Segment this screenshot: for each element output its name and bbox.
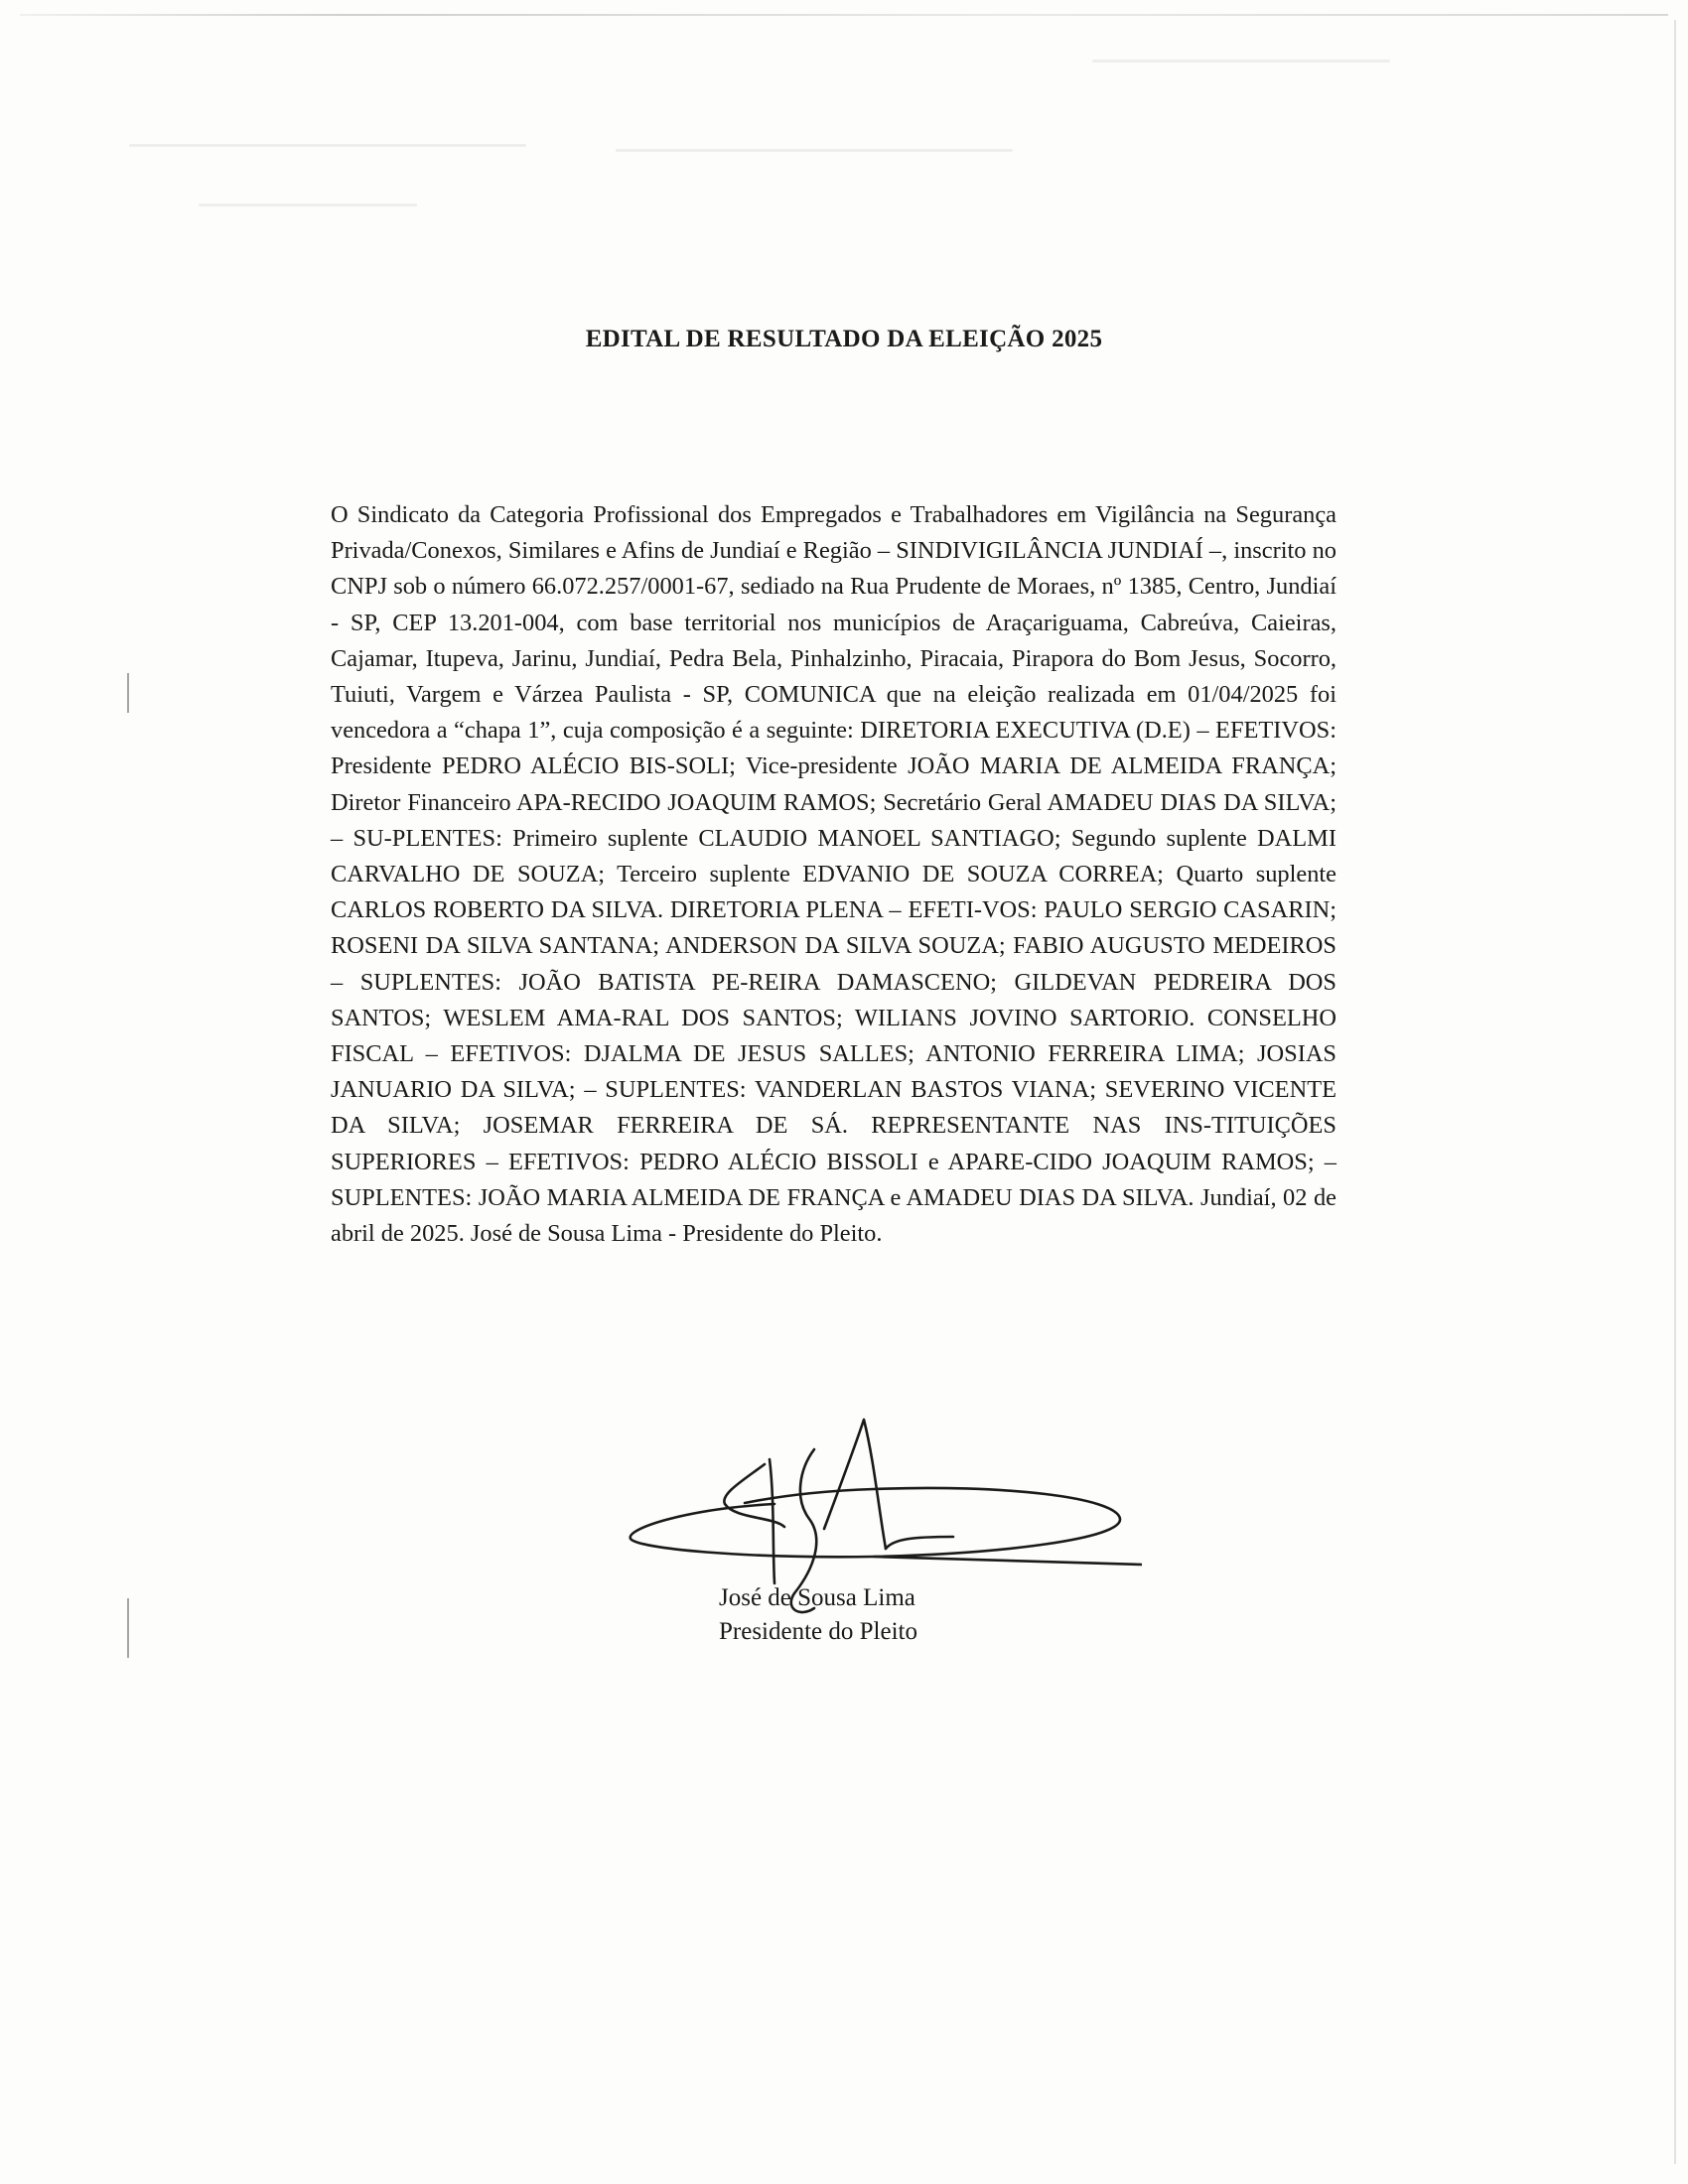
bleed-through-line [199,204,417,206]
bleed-through-line [129,144,526,147]
document-body: O Sindicato da Categoria Profissional dos Empregados e Trabalhadores em Vigilância na Segurança Privada/Conexos, Similares e Afins de Jundiaí e Região – SINDIVIGILÂNCIA JUNDIAÍ –, inscrito no CNPJ sob o número 66.072.257/0001-67, sediado na Rua Prudente de Moraes, nº 1385, Centro, Jundiaí - SP, CEP 13.201-004, com base territorial nos municípios de Araçariguama, Cabreúva, Caieiras, Cajamar, Itupeva, Jarinu, Jundiaí, Pedra Bela, Pinhalzinho, Piracaia, Pirapora do Bom Jesus, Socorro, Tuiuti, Vargem e Várzea Paulista - SP, COMUNICA que na eleição realizada em 01/04/2025 foi vencedora a “chapa 1”, cuja composição é a seguinte: DIRETORIA EXECUTIVA (D.E) – EFETIVOS: Presidente PEDRO ALÉCIO BIS-SOLI; Vice-presidente JOÃO MARIA DE ALMEIDA FRANÇA; Diretor Financeiro APA-RECIDO JOAQUIM RAMOS; Secretário Geral AMADEU DIAS DA SILVA; – SU-PLENTES: Primeiro suplente CLAUDIO MANOEL SANTIAGO; Segundo suplente DALMI CARVALHO DE SOUZA; Terceiro suplente EDVANIO DE SOUZA CORREA; Quarto suplente CARLOS ROBERTO DA SILVA. DIRETORIA PLENA – EFETI-VOS: PAULO SERGIO CASARIN; ROSENI DA SILVA SANTANA; ANDERSON DA SILVA SOUZA; FABIO AUGUSTO MEDEIROS – SUPLENTES: JOÃO BATISTA PE-REIRA DAMASCENO; GILDEVAN PEDREIRA DOS SANTOS; WESLEM AMA-RAL DOS SANTOS; WILIANS JOVINO SARTORIO. CONSELHO FISCAL – EFETIVOS: DJALMA DE JESUS SALLES; ANTONIO FERREIRA LIMA; JOSIAS JANUARIO DA SILVA; – SUPLENTES: VANDERLAN BASTOS VIANA; SEVERINO VICENTE DA SILVA; JOSEMAR FERREIRA DE SÁ. REPRESENTANTE NAS INS-TITUIÇÕES SUPERIORES – EFETIVOS: PEDRO ALÉCIO BISSOLI e APARE-CIDO JOAQUIM RAMOS; – SUPLENTES: JOÃO MARIA ALMEIDA DE FRANÇA e AMADEU DIAS DA SILVA. Jundiaí, 02 de abril de 2025. José de Sousa Lima - Presidente do Pleito. [331,501,1336,1248]
signer-role: Presidente do Pleito [719,1618,917,1645]
margin-mark [127,673,129,713]
scan-edge-top [20,14,1668,16]
signer-name: José de Sousa Lima [719,1584,915,1611]
document-title: EDITAL DE RESULTADO DA ELEIÇÃO 2025 [585,326,1103,352]
margin-mark [127,1598,129,1658]
bleed-through-line [616,149,1013,152]
bleed-through-line [1092,60,1390,63]
